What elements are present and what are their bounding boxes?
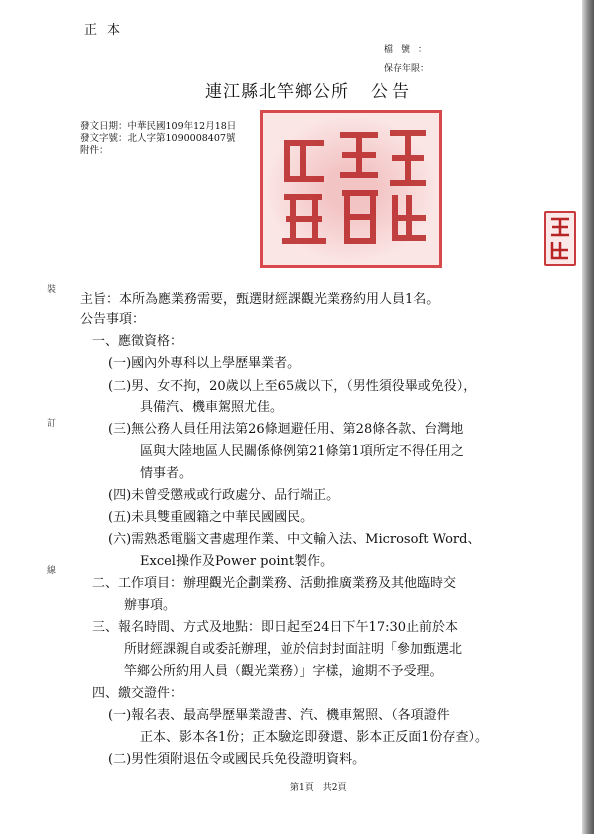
body-line: 所財經課親自或委託辦理，並於信封封面註明「參加甄選北 (124, 642, 463, 657)
notice-label: 公告 (371, 82, 413, 102)
official-seal (260, 110, 442, 268)
issue-date: 發文日期：中華民國109年12月18日 (80, 121, 237, 132)
attachment-label: 附件： (80, 145, 109, 156)
body-line: 一、應徵資格： (92, 334, 184, 349)
body-line: 具備汽、機車駕照尤佳。 (140, 400, 284, 415)
body-line: (四)未曾受懲戒或行政處分、品行端正。 (108, 488, 340, 503)
body-line: (一)國內外專科以上學歷畢業者。 (108, 356, 301, 371)
archive-number-label: 檔號： (384, 45, 436, 55)
document-number: 發文字號：北人字第1090008407號 (80, 133, 236, 144)
binding-mark-top: 裝 (47, 285, 57, 295)
announcement-heading: 公告事項： (80, 312, 146, 327)
body-line: 正本、影本各1份；正本驗迄即發還、影本正反面1份存查）。 (140, 730, 489, 745)
body-line: 區與大陸地區人民關係條例第21條第1項所定不得任用之 (140, 444, 464, 459)
director-seal (544, 211, 576, 266)
body-line: 二、工作項目：辦理觀光企劃業務、活動推廣業務及其他臨時交 (92, 576, 457, 591)
binding-mark-bottom: 線 (47, 566, 57, 576)
body-line: 四、繳交證件： (92, 686, 184, 701)
body-line: (六)需熟悉電腦文書處理作業、中文輸入法、Microsoft Word、 (108, 532, 481, 547)
page-number: 第1頁 共2頁 (290, 783, 347, 793)
body-line: 情事者。 (140, 466, 193, 481)
page-edge-shadow (582, 0, 594, 834)
subject-line: 主旨：本所為應業務需要，甄選財經課觀光業務約用人員1名。 (80, 292, 440, 307)
body-line: Excel操作及Power point製作。 (140, 554, 334, 569)
seal-glyph-marks (263, 113, 442, 268)
body-line: 三、報名時間、方式及地點：即日起至24日下午17:30止前於本 (92, 620, 459, 635)
retention-period-label: 保存年限： (384, 64, 430, 74)
body-line: 竿鄉公所約用人員（觀光業務）」字樣，逾期不予受理。 (124, 664, 443, 679)
director-seal-marks (546, 213, 574, 264)
body-line: (二)男、女不拘，20歲以上至65歲以下，（男性須役畢或免役）， (108, 379, 477, 394)
body-line: (一)報名表、最高學歷畢業證書、汽、機車駕照、（各項證件 (108, 708, 450, 723)
body-line: (二)男性須附退伍令或國民兵免役證明資料。 (108, 752, 366, 767)
binding-mark-middle: 訂 (47, 419, 57, 429)
document-info (80, 121, 236, 157)
copy-label: 正本 (84, 23, 131, 38)
page-title (205, 77, 413, 102)
body-line: (五)未具雙重國籍之中華民國國民。 (108, 510, 314, 525)
body-line: (三)無公務人員任用法第26條迴避任用、第28條各款、台灣地 (108, 422, 464, 437)
body-line: 辦事項。 (124, 598, 177, 613)
agency-name: 連江縣北竿鄉公所 (205, 82, 349, 102)
